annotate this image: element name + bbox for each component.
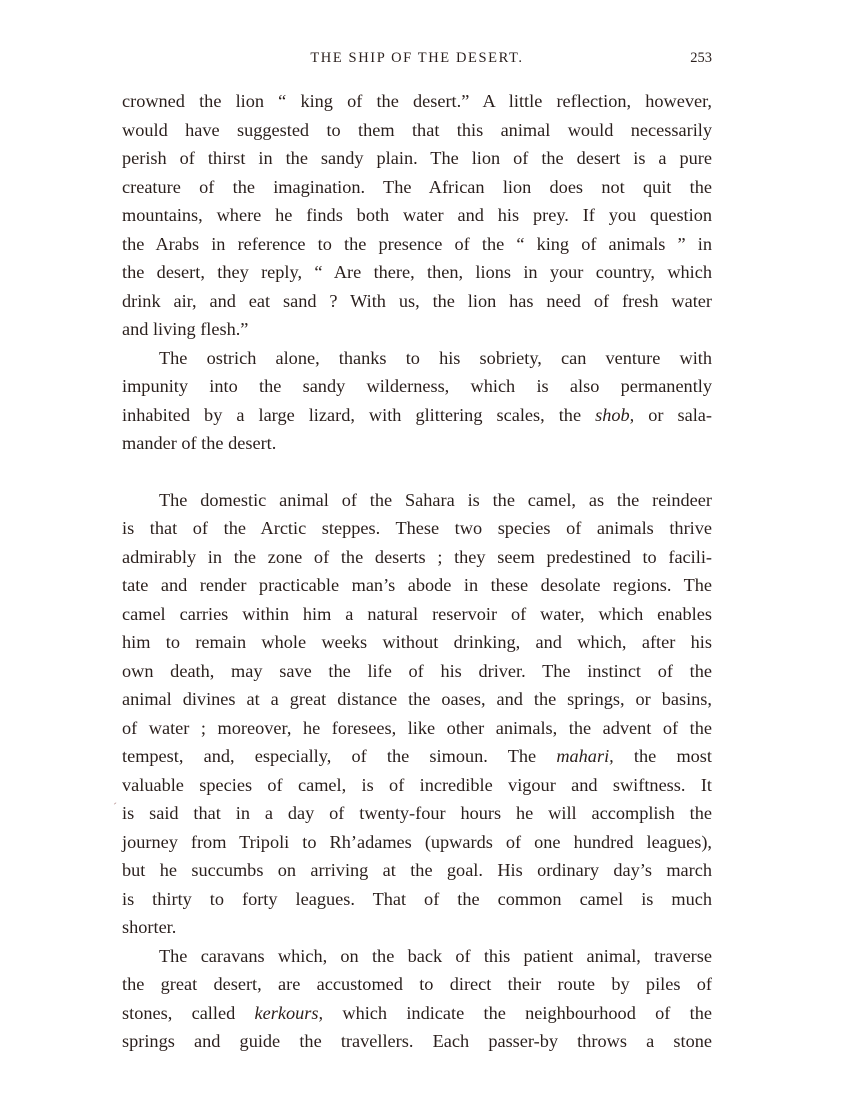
text-line: journey from Tripoli to Rh’adames (upwards of one hundred leagues), xyxy=(122,831,712,852)
body-text xyxy=(122,87,712,1056)
text-segment: inhabited by a large lizard, with glittering scales, the xyxy=(122,404,596,425)
text-line: The caravans which, on the back of this patient animal, traverse xyxy=(159,945,712,966)
running-head xyxy=(122,50,712,70)
text-line: is that of the Arctic steppes. These two species of animals thrive xyxy=(122,518,712,538)
paragraph-caravans xyxy=(122,942,712,1056)
text-line: animal divines at a great distance the oases, and the springs, or basins, xyxy=(122,689,712,709)
text-line: valuable species of camel, is of incredible vigour and swiftness. It xyxy=(122,774,712,795)
text-segment: tempest, and, especially, of the simoun. The xyxy=(122,746,557,766)
text-segment: which indicate the neighbourhood of the xyxy=(323,1002,713,1023)
text-line xyxy=(122,742,712,771)
text-line: him to remain whole weeks without drinking, and which, after his xyxy=(122,632,712,652)
text-line: The ostrich alone, thanks to his sobriety, can venture with xyxy=(159,347,712,368)
text-line: of water ; moreover, he foresees, like other animals, the advent of the xyxy=(122,717,712,738)
text-line: would have suggested to them that this animal would necessarily xyxy=(122,119,712,140)
text-line xyxy=(122,999,712,1028)
page-number: 253 xyxy=(690,50,712,66)
italic-term-mahari: mahari, xyxy=(556,746,614,766)
running-title: THE SHIP OF THE DESERT. xyxy=(310,50,524,66)
text-line: own death, may save the life of his driver. The instinct of the xyxy=(122,660,712,681)
paragraph-camel xyxy=(122,486,712,942)
section-gap xyxy=(122,458,712,486)
text-line: The domestic animal of the Sahara is the camel, as the reindeer xyxy=(159,489,712,510)
text-line: tate and render practicable man’s abode in these desolate regions. The xyxy=(122,575,712,595)
text-line: but he succumbs on arriving at the goal. His ordinary day’s march xyxy=(122,860,712,880)
text-line: mander of the desert. xyxy=(122,433,277,453)
margin-mark: ´ xyxy=(113,800,117,814)
text-line: the Arabs in reference to the presence of the “ king of animals ” in xyxy=(122,233,712,254)
text-line: springs and guide the travellers. Each passer-by throws a stone xyxy=(122,1031,712,1051)
text-line: creature of the imagination. The African lion does not quit the xyxy=(122,176,712,197)
text-line: shorter. xyxy=(122,917,177,937)
text-line: crowned the lion “ king of the desert.” A little reflection, however, xyxy=(122,91,712,111)
text-line: is thirty to forty leagues. That of the common camel is much xyxy=(122,888,712,909)
text-segment: stones, called xyxy=(122,1002,255,1023)
text-line: the desert, they reply, “ Are there, then, lions in your country, which xyxy=(122,262,712,282)
text-line: drink air, and eat sand ? With us, the lion has need of fresh water xyxy=(122,290,712,311)
text-line: admirably in the zone of the deserts ; they seem predestined to facili- xyxy=(122,546,712,567)
text-line: and living flesh.” xyxy=(122,319,249,339)
text-segment: or sala- xyxy=(634,404,712,425)
text-segment: the most xyxy=(613,746,713,766)
text-line: camel carries within him a natural reservoir of water, which enables xyxy=(122,603,712,624)
text-line: the great desert, are accustomed to direct their route by piles of xyxy=(122,974,712,994)
text-line: is said that in a day of twenty-four hours he will accomplish the xyxy=(122,803,712,823)
text-line: impunity into the sandy wilderness, which is also permanently xyxy=(122,376,712,396)
italic-term-shob: shob, xyxy=(595,404,635,425)
text-line: perish of thirst in the sandy plain. The lion of the desert is a pure xyxy=(122,148,712,168)
text-line xyxy=(122,401,712,430)
paragraph-lion xyxy=(122,87,712,344)
text-line: mountains, where he finds both water and his prey. If you question xyxy=(122,205,712,225)
italic-term-kerkours: kerkours, xyxy=(254,1002,324,1023)
paragraph-ostrich xyxy=(122,344,712,458)
